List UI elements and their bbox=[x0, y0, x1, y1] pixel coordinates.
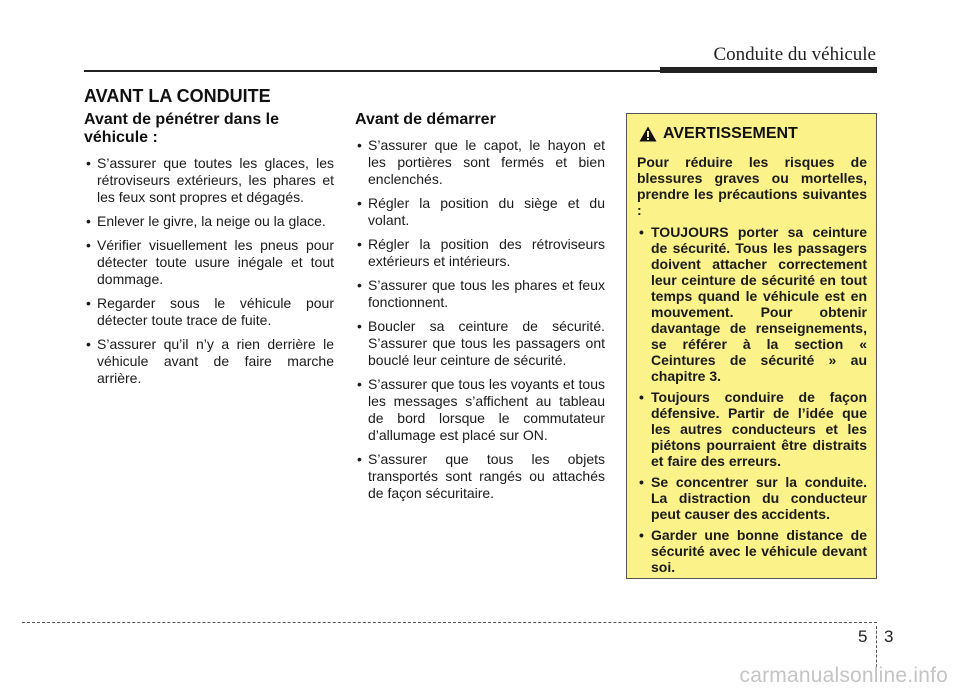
warning-content bbox=[637, 124, 867, 580]
list-item: • S’assurer que tous les phares et feux fonctionnent. bbox=[355, 277, 605, 311]
column-before-entering bbox=[84, 111, 334, 394]
list-item: • S’assurer que tous les objets transportés sont rangés ou attachés de façon sécuritaire. bbox=[355, 451, 605, 502]
warning-item: • TOUJOURS porter sa ceinture de sécurité. Tous les passagers doivent attacher correctement leur ceinture de sécurité en tout temps quand le véhicule est en mouvement. Pour obtenir davantage de renseignements, se référer à la section « Ceintures de sécurité » au chapitre 3. bbox=[637, 224, 867, 384]
column2-heading: Avant de démarrer bbox=[355, 111, 496, 128]
column1-heading: Avant de pénétrer dans le véhicule : bbox=[84, 111, 280, 146]
list-item: • Regarder sous le véhicule pour détecter toute trace de fuite. bbox=[84, 295, 334, 329]
footer-dashed-rule bbox=[22, 622, 877, 623]
list-item: • Vérifier visuellement les pneus pour détecter toute usure inégale et tout dommage. bbox=[84, 237, 334, 288]
header-rule-thin bbox=[84, 70, 660, 72]
warning-box bbox=[626, 113, 877, 579]
warning-intro: Pour réduire les risques de blessures graves ou mortelles, prendre les précautions suivantes : bbox=[637, 154, 867, 218]
warning-header bbox=[637, 124, 867, 144]
column1-list bbox=[84, 155, 334, 387]
warning-item: • Garder une bonne distance de sécurité avec le véhicule devant soi. bbox=[637, 527, 867, 575]
warning-item: • Se concentrer sur la conduite. La distraction du conducteur peut causer des accidents. bbox=[637, 474, 867, 522]
chapter-number: 5 bbox=[858, 627, 868, 646]
list-item: • Enlever le givre, la neige ou la glace. bbox=[84, 213, 334, 230]
list-item: • S’assurer qu’il n’y a rien derrière le véhicule avant de faire marche arrière. bbox=[84, 336, 334, 387]
list-item: • S’assurer que le capot, le hayon et les portières sont fermés et bien enclenchés. bbox=[355, 137, 605, 188]
column2-list bbox=[355, 137, 605, 502]
header-rule-thick bbox=[660, 67, 877, 73]
list-item: • S’assurer que toutes les glaces, les rétroviseurs extérieurs, les phares et les feux sont propres et dégagés. bbox=[84, 155, 334, 206]
warning-list bbox=[637, 224, 867, 575]
chapter-header-title: Conduite du véhicule bbox=[713, 44, 876, 65]
page-number: 3 bbox=[884, 627, 894, 646]
section-title: AVANT LA CONDUITE bbox=[84, 86, 271, 106]
list-item: • S’assurer que tous les voyants et tous les messages s’affichent au tableau de bord lorsque le commutateur d’allumage est placé sur ON. bbox=[355, 376, 605, 444]
watermark: carmanualsonline.info bbox=[739, 664, 948, 687]
column-before-starting bbox=[355, 111, 605, 509]
warning-triangle-icon bbox=[639, 126, 657, 142]
warning-title: AVERTISSEMENT bbox=[663, 125, 798, 142]
warning-item: • Toujours conduire de façon défensive. Partir de l’idée que les autres conducteurs et les piétons pourraient être distraits et faire des erreurs. bbox=[637, 389, 867, 469]
list-item: • Boucler sa ceinture de sécurité. S’assurer que tous les passagers ont bouclé leur ceinture de sécurité. bbox=[355, 318, 605, 369]
list-item: • Régler la position des rétroviseurs extérieurs et intérieurs. bbox=[355, 236, 605, 270]
list-item: • Régler la position du siège et du volant. bbox=[355, 195, 605, 229]
